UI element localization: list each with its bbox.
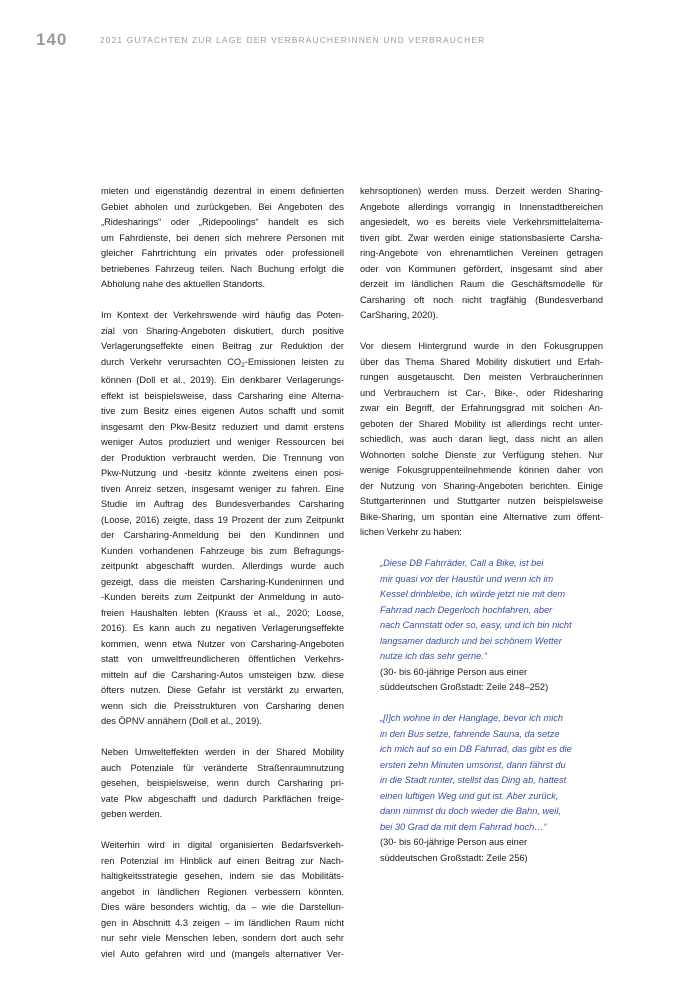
text-line: -Kunden bereits zum Zeitpunkt der Anmeldung in auto- [101,592,344,602]
quote-text [380,711,603,835]
text-line: betriebenes Fahrzeug teilen. Nach Buchung erfolgt die [101,263,344,274]
quote-text [380,556,603,665]
text-line: rungen ausgetauscht. Den meisten Verbraucherinnen [360,372,603,382]
text-fragment: durch Verkehr verursachten CO [101,356,242,367]
text-line: wenn sich die Preisstrukturen von Carsharing denen [101,700,344,711]
quote-line: dann nimmst du doch wieder die Bahn, weil, [380,806,561,816]
paragraph [101,308,344,730]
text-line: Kunden vorhandenen Fahrzeuge bis zum Befragungs- [101,545,344,556]
text-line: Wohnorten solche Dienste zur Verfügung stehen. Nur [360,449,603,460]
text-line: Abholung nahe des aktuellen Standorts. [101,279,266,289]
text-line: tiven gibt. Zwar werden einige stationsbasierte Carsha- [360,232,603,243]
text-line: geboten der Shared Mobility ist allerdings recht unter- [360,418,603,429]
quote-line: einen luftigen Weg und gut ist. Aber zurück, [380,790,559,801]
text-line: der Carsharing-Anmeldung bei den Kundinnen und [101,530,344,540]
text-line: freien Haushalten lebten (Krauss et al., 2020; Loose, [101,607,344,618]
text-line: angesiedelt, wo es bereits viele Verkehrsmittelalterna- [360,217,603,227]
text-line: haltigkeitsstrategie gesehen, indem sie das Mobilitäts- [101,871,344,881]
text-line: gesehen, beispielsweise, wenn durch Carsharing pri- [101,778,344,788]
text-line: Im Kontext der Verkehrswende wird häufig das Poten- [101,310,344,320]
text-line: angebot in ländlichen Regionen verbessern könnten. [101,886,344,897]
right-column [360,184,603,882]
text-line: gezeigt, dass die meisten Carsharing-Kundeninnen und [101,576,344,587]
text-line: lichen Verkehr zu haben: [360,527,462,537]
text-line: ring-Angebote von ehrenamtlichen Vereinen getragen [360,248,603,258]
quote-source [380,835,603,866]
text-line: effekt ist beispielsweise, dass Carsharing eine Alterna- [101,390,344,401]
quote-line: in die Stadt runter, stellst das Ding ab, hattest [380,775,567,785]
source-line: süddeutschen Großstadt: Zeile 256) [380,852,528,863]
text-line: Studie im Auftrag des Bundesverbandes Carsharing [101,499,344,509]
source-line: süddeutschen Großstadt: Zeile 248–252) [380,682,549,692]
text-line: Neben Umwelteffekten werden in der Shared Mobility [101,747,344,757]
text-line: Gebiet abholen und zurückgeben. Bei Angeboten des [101,201,344,212]
text-line: Stuttgarterinnen und Stuttgarter nutzen beispielsweise [360,496,603,506]
text-line: insgesamt den Pkw-Besitz reduziert und damit erstens [101,421,344,432]
text-line: zeitpunkt abgeschafft wurden. Allerdings wurde auch [101,561,344,571]
text-line [101,355,344,374]
text-line: auch Potenziale für veränderte Straßenraumnutzung [101,762,344,773]
text-line: Weiterhin wird in digital organisierten Bedarfsverkeh- [101,840,344,850]
quote-line: „Diese DB Fahrräder, Call a Bike, ist bei [380,558,544,568]
text-line: oder von Kommunen gefördert, insgesamt sind aber [360,263,603,274]
paragraph [360,339,603,541]
text-line: derzeit im ländlichen Raum die Geschäftsmodelle für [360,279,603,289]
quote-source [380,665,603,696]
paragraph [360,184,603,324]
quote-line: ersten zehn Minuten umsonst, dann fährst du [380,759,566,770]
text-fragment: -Emissionen leisten zu [244,356,344,367]
page-number: 140 [36,30,68,49]
text-line: 2016). Es kann auch zu negativen Verlagerungseffekte [101,623,344,633]
text-line: Dies wäre besonders wichtig, da – wie die Darstellun- [101,902,344,912]
text-line: „Ridesharings“ oder „Ridepoolings“ handelt es sich [101,217,344,227]
quote-line: in den Bus setze, fahrende Sauna, da setze [380,728,560,739]
text-line: weniger Autos produziert und weniger Ressourcen bei [101,437,344,447]
text-line: vate Pkw abgeschafft und dadurch Parkflächen freige- [101,793,344,804]
quote-line: „[I]ch wohne in der Hanglage, bevor ich mich [380,713,564,723]
text-line: wenige Fokusgruppenteilnehmende können daher von [360,465,603,475]
quote-line: Fahrrad nach Degerloch hochfahren, aber [380,604,553,615]
paragraph-continuation [101,373,344,730]
text-line: und Verbrauchern ist Car-, Bike-, oder Ridesharing [360,387,603,398]
text-line: schiedlich, was auch daran liegt, dass nicht an allen [360,434,603,444]
text-line: Bike-Sharing, um spontan eine Alternative zum öffent- [360,511,603,522]
text-line: zial von Sharing-Angeboten diskutiert, durch positive [101,325,344,336]
text-line: viel Auto gefahren wird und (mangels alternativer Ver- [101,948,344,959]
text-line: gleicher Fahrtrichtung ein privates oder professionell [101,248,344,258]
text-line: Verlagerungseffekte einen Beitrag zur Reduktion der [101,341,344,351]
source-line: (30- bis 60-jährige Person aus einer [380,837,528,847]
quote-line: nach Cannstatt oder so, easy, und ich bin nicht [380,620,572,630]
subscript: 2 [241,361,245,369]
quote-line: langsamer dadurch und bei schönem Wetter [380,635,562,646]
text-line: statt von umweltfreundlicheren öffentlichen Verkehrs- [101,654,344,664]
left-column [101,184,344,978]
text-line: tiven Anreiz setzen, insgesamt weniger zu fahren. Eine [101,483,344,494]
paragraph [101,184,344,293]
text-line: kehrsoptionen) werden muss. Derzeit werden Sharing- [360,186,603,196]
text-line: mieten und eigenständig dezentral in einem definierten [101,186,344,196]
text-line: ren Potenzial im Hinblick auf einen Beitrag zur Nach- [101,855,344,866]
interview-quote [380,711,603,866]
text-line: zwar ein Begriff, der Erfahrungsgrad mit solchen An- [360,403,603,413]
quote-line: bei 30 Grad da mit dem Fahrrad hoch…“ [380,821,547,832]
text-line: um Fahrdienste, bei denen sich mehrere Personen mit [101,232,344,243]
text-line: der Produktion verbraucht werden. Die Trennung von [101,452,344,463]
paragraph [101,745,344,823]
text-line: Vor diesem Hintergrund wurde in den Fokusgruppen [360,341,603,351]
text-line: können (Doll et al., 2019). Ein denkbarer Verlagerungs- [101,375,344,385]
page-header [36,30,676,52]
quote-line: nutze ich das sehr gerne.“ [380,651,487,661]
quote-line: mir quasi vor der Haustür und wenn ich im [380,573,554,584]
text-line: gen in Abschnitt 4.3 zeigen – im ländlichen Raum nicht [101,917,344,928]
text-line: tive zum Besitz eines eigenen Autos schafft und somit [101,406,344,416]
quote-line: Kessel drinbleibe, ich würde jetzt nie mit dem [380,589,566,599]
text-line: mitteln auf die Carsharing-Autos umsteigen bzw. diese [101,669,344,680]
paragraph [101,838,344,962]
text-line: kommen, wenn etwa Nutzer von Carsharing-Angeboten [101,638,344,649]
source-line: (30- bis 60-jährige Person aus einer [380,666,528,677]
text-line: CarSharing, 2020). [360,310,439,320]
text-line: Pkw-Nutzung und -besitz könnte zweitens einen posi- [101,468,344,478]
text-line: über das Thema Shared Mobility diskutiert und Erfah- [360,356,603,367]
text-line: nur sehr viele Menschen leben, sondern dort auch sehr [101,933,344,943]
text-line: geben werden. [101,809,163,819]
text-line: öfters nutzen. Diese Gefahr ist verstärkt zu erwarten, [101,685,344,695]
text-line: des ÖPNV annähern (Doll et al., 2019). [101,716,262,726]
text-line: (Loose, 2016) zeigte, dass 19 Prozent der zum Zeitpunkt [101,514,344,525]
text-line: Angebote allerdings vorrangig in Innenstadtbereichen [360,201,603,212]
running-head: 2021 GUTACHTEN ZUR LAGE DER VERBRAUCHERINNEN UND VERBRAUCHER [100,35,486,45]
interview-quote [380,556,603,696]
text-line: der Nutzung von Sharing-Angeboten berichten. Einige [360,480,603,491]
text-line: Carsharing oft noch nicht tragfähig (Bundesverband [360,294,603,305]
quote-line: ich mich auf so ein DB Fahrrad, das gibt es die [380,744,572,754]
